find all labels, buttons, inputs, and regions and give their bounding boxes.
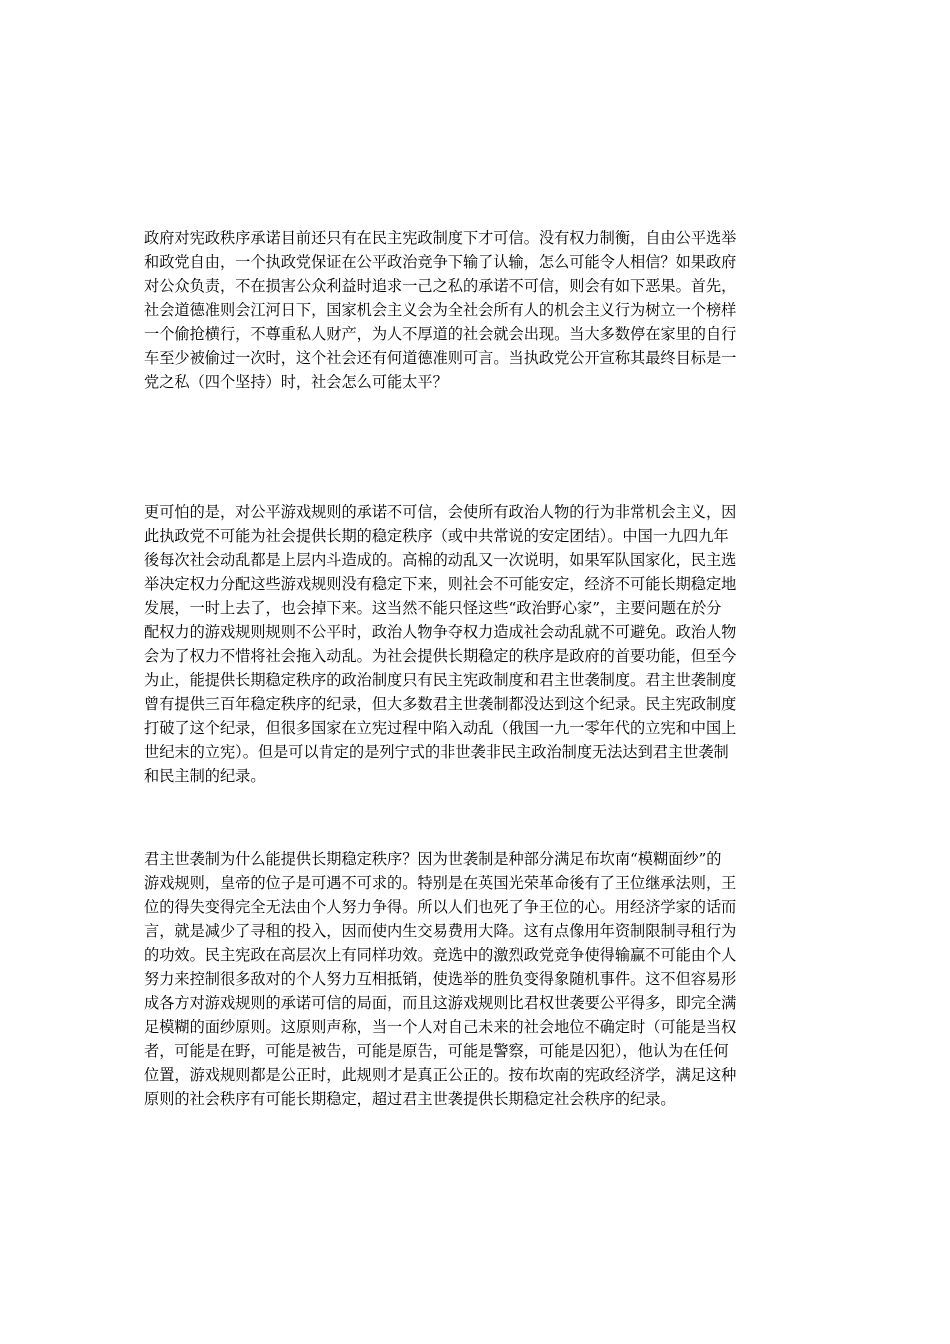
paragraph-3: 君主世袭制为什么能提供长期稳定秩序？因为世袭制是种部分满足布坎南“模糊面纱”的 游戏规则，皇帝的位子是可遇不可求的。特别是在英国光荣革命後有了王位继承法则，王 位的得失变得完全无法由个人努力争得。所以人们也死了争王位的心。用经济学家的话而 言，就是减少了寻租的投入，因而使内生交易费用大降。这有点像用年资制限制寻租行为 的功效。民主宪政在高层次上有同样功效。竞选中的激烈政党竞争使得输赢不可能由个人 努力来控制很多敌对的个人努力互相抵销，使选举的胜负变得象随机事件。这不但容易形 成各方对游戏规则的承诺可信的局面，而且这游戏规则比君权世袭要公平得多，即完全满 足模糊的面纱原则。这原则声称，当一个人对自己未来的社会地位不确定时（可能是当权 者，可能是在野，可能是被告，可能是原告，可能是警察，可能是囚犯），他认为在任何 位置，游戏规则都是公正时，此规则才是真正公正的。按布坎南的宪政经济学，满足这种 原则的社会秩序有可能长期稳定，超过君主世袭提供长期稳定社会秩序的纪录。 [144, 850, 737, 1108]
paragraph-2: 更可怕的是，对公平游戏规则的承诺不可信，会使所有政治人物的行为非常机会主义，因 此执政党不可能为社会提供长期的稳定秩序（或中共常说的安定团结）。中国一九四九年 後每次社会动乱都是上层内斗造成的。高棉的动乱又一次说明，如果军队国家化，民主选 举决定权力分配这些游戏规则没有稳定下来，则社会不可能安定，经济不可能长期稳定地 发展，一时上去了，也会掉下来。这当然不能只怪这些“政治野心家”，主要问题在於分 配权力的游戏规则规则不公平时，政治人物争夺权力造成社会动乱就不可避免。政治人物 会为了权力不惜将社会拖入动乱。为社会提供长期稳定的秩序是政府的首要功能，但至今 为止，能提供长期稳定秩序的政治制度只有民主宪政制度和君主世袭制度。君主世袭制度 曾有提供三百年稳定秩序的纪录，但大多数君主世袭制都没达到这个纪录。民主宪政制度 打破了这个纪录，但很多国家在立宪过程中陷入动乱（俄国一九一零年代的立宪和中国上 世纪末的立宪）。但是可以肯定的是列宁式的非世袭非民主政治制度无法达到君主世袭制 和民主制的纪录。 [144, 503, 737, 785]
paragraph-1: 政府对宪政秩序承诺目前还只有在民主宪政制度下才可信。没有权力制衡，自由公平选举 和政党自由，一个执政党保证在公平政治竞争下输了认输，怎么可能令人相信？如果政府 对公众负责，不在损害公众利益时追求一己之私的承诺不可信，则会有如下恶果。首先， 社会道德准则会江河日下，国家机会主义会为全社会所有人的机会主义行为树立一个榜样 一个偷抢横行，不尊重私人财产，为人不厚道的社会就会出现。当大多数停在家里的自行 车至少被偷过一次时，这个社会还有何道德准则可言。当执政党公开宣称其最终目标是一 党之私（四个坚持）时，社会怎么可能太平？ [144, 229, 737, 391]
